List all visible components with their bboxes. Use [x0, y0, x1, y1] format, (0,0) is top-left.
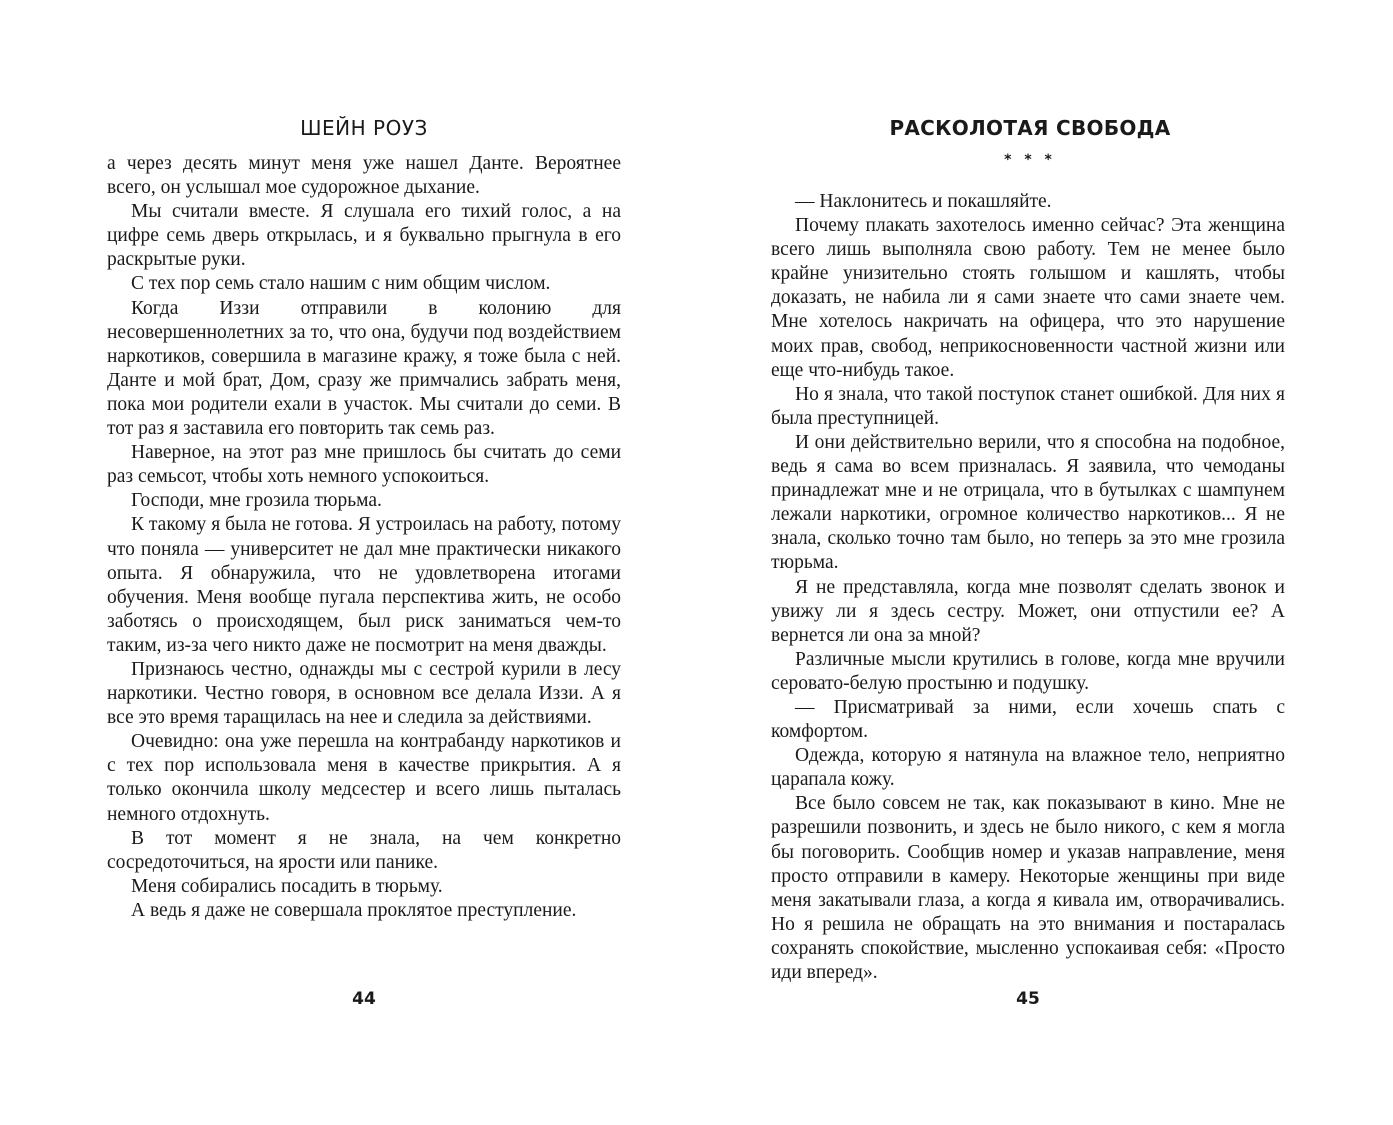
- running-head-title: РАСКОЛОТАЯ СВОБОДА: [889, 116, 1171, 140]
- paragraph: а через десять минут меня уже нашел Данте. Вероятнее всего, он услышал мое судорожное дыхание.: [107, 153, 621, 199]
- paragraph: Одежда, которую я натянула на влажное тело, неприятно царапала кожу.: [771, 745, 1285, 791]
- right-page: [696, 0, 1393, 1125]
- paragraph: И они действительно верили, что я способна на подобное, ведь я сама во всем призналась. Я заявила, что чемоданы принадлежат мне и не отрицала, что в бутылках с шампунем лежали наркотики, огромное количество наркотиков... Я не знала, сколько точно там было, но теперь за это мне грозила тюрьма.: [771, 431, 1285, 574]
- paragraph: Меня собирались посадить в тюрьму.: [131, 875, 443, 897]
- paragraph: Признаюсь честно, однажды мы с сестрой курили в лесу наркотики. Честно говоря, в основном все делала Иззи. А я все это время таращилась на нее и следила за действиями.: [107, 658, 621, 729]
- right-page-body: [771, 190, 1285, 985]
- paragraph: Когда Иззи отправили в колонию для несовершеннолетних за то, что она, будучи под воздействием наркотиков, совершила в магазине кражу, я тоже была с ней. Данте и мой брат, Дом, сразу же примчались забрать меня, пока мои родители ехали в участок. Мы считали до семи. В тот раз я заставила его повторить так семь раз.: [107, 297, 621, 440]
- paragraph: Господи, мне грозила тюрьма.: [131, 490, 382, 512]
- paragraph: Наверное, на этот раз мне пришлось бы считать до семи раз семьсот, чтобы хоть немного успокоиться.: [107, 442, 621, 488]
- page-number: 45: [1016, 989, 1040, 1009]
- paragraph: А ведь я даже не совершала проклятое преступление.: [131, 899, 577, 921]
- scene-break: * * *: [1004, 152, 1056, 168]
- left-page: [0, 0, 696, 1125]
- running-head-author: ШЕЙН РОУЗ: [300, 116, 428, 140]
- page-number: 44: [352, 989, 376, 1009]
- paragraph: Но я знала, что такой поступок станет ошибкой. Для них я была преступницей.: [771, 383, 1285, 429]
- paragraph: Мы считали вместе. Я слушала его тихий голос, а на цифре семь дверь открылась, и я буквально прыгнула в его раскрытые руки.: [107, 201, 621, 271]
- paragraph: В тот момент я не знала, на чем конкретно сосредоточиться, на ярости или панике.: [107, 827, 621, 873]
- paragraph: С тех пор семь стало нашим с ним общим числом.: [131, 273, 551, 295]
- paragraph: — Наклонитесь и покашляйте.: [795, 191, 1052, 212]
- paragraph: Я не представляла, когда мне позволят сделать звонок и увижу ли я здесь сестру. Может, они отпустили ее? А вернется ли она за мной?: [771, 576, 1285, 646]
- paragraph: Различные мысли крутились в голове, когда мне вручили серовато-белую простыню и подушку.: [771, 648, 1285, 694]
- paragraph: Все было совсем не так, как показывают в кино. Мне не разрешили позвонить, и здесь не было никого, с кем я могла бы поговорить. Сообщив номер и указав направление, меня просто отправили в камеру. Некоторые женщины при виде меня закатывали глаза, а когда я кивала им, отворачивались. Но я решила не обращать на это внимания и постаралась сохранять спокойствие, мысленно успокаивая себя: «Просто иди вперед».: [771, 793, 1285, 983]
- paragraph: Очевидно: она уже перешла на контрабанду наркотиков и с тех пор использовала меня в качестве прикрытия. А я только окончила школу медсестер и всего лишь пыталась немного отдохнуть.: [107, 731, 621, 825]
- paragraph: — Присматривай за ними, если хочешь спать с комфортом.: [771, 696, 1285, 743]
- paragraph: К такому я была не готова. Я устроилась на работу, потому что поняла — университет не дал мне практически никакого опыта. Я обнаружила, что не удовлетворена итогами обучения. Меня вообще пугала перспектива жить, не особо заботясь о происходящем, был риск заниматься чем-то таким, из-за чего никто даже не посмотрит на меня дважды.: [107, 514, 621, 656]
- left-page-body: [107, 152, 621, 923]
- paragraph: Почему плакать захотелось именно сейчас? Эта женщина всего лишь выполняла свою работу. Тем не менее было крайне унизительно стоять голышом и кашлять, чтобы доказать, не набила ли я сами знаете что сами знаете чем. Мне хотелось накричать на офицера, что это нарушение моих прав, свобод, неприкосновенности частной жизни или еще что-нибудь такое.: [771, 215, 1285, 381]
